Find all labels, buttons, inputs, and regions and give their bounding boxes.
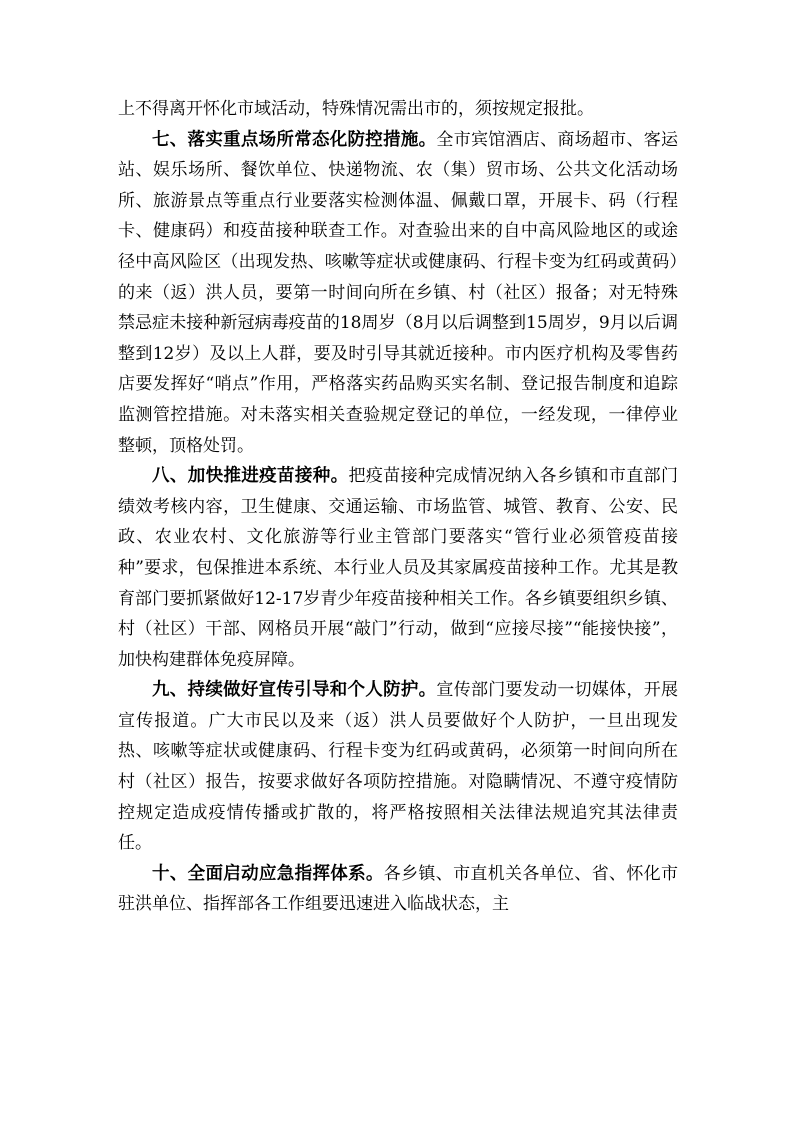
paragraph-text: 上不得离开怀化市域活动，特殊情况需出市的，须按规定报批。 xyxy=(118,99,594,119)
section-heading: 八、加快推进疫苗接种。 xyxy=(152,466,349,487)
section-ten xyxy=(118,859,678,920)
section-heading: 七、落实重点场所常态化防控措施。 xyxy=(152,129,437,150)
section-eight xyxy=(118,461,678,675)
paragraph-text: 宣传部门要发动一切媒体，开展宣传报道。广大市民以及来（返）洪人员要做好个人防护，一旦出现发热、咳嗽等症状或健康码、行程卡变为红码或黄码，必须第一时间向所在村（社区）报告，按要求做好各项防控措施。对隐瞒情况、不遵守疫情防控规定造成疫情传播或扩散的，将严格按照相关法律法规追究其法律责任。 xyxy=(118,680,679,854)
paragraph-text: 把疫苗接种完成情况纳入各乡镇和市直部门绩效考核内容，卫生健康、交通运输、市场监管、城管、教育、公安、民政、农业农村、文化旅游等行业主管部门要落实“管行业必须管疫苗接种”要求，包保推进本系统、本行业人员及其家属疫苗接种工作。尤其是教育部门要抓紧做好12-17岁青少年疫苗接种相关工作。各乡镇要组织乡镇、村（社区）干部、网格员开展“敲门”行动，做到“应接尽接”“能接快接”，加快构建群体免疫屏障。 xyxy=(118,466,679,670)
paragraph-text: 各乡镇、市直机关各单位、省、怀化市驻洪单位、指挥部各工作组要迅速进入临战状态，主 xyxy=(118,863,679,915)
paragraph-continuation xyxy=(118,94,678,125)
document-body xyxy=(118,94,678,920)
section-heading: 十、全面启动应急指挥体系。 xyxy=(152,863,384,884)
section-nine xyxy=(118,675,678,859)
section-seven xyxy=(118,125,678,462)
section-heading: 九、持续做好宣传引导和个人防护。 xyxy=(152,680,437,701)
paragraph-text: 全市宾馆酒店、商场超市、客运站、娱乐场所、餐饮单位、快递物流、农（集）贸市场、公共文化活动场所、旅游景点等重点行业要落实检测体温、佩戴口罩，开展卡、码（行程卡、健康码）和疫苗接种联查工作。对查验出来的自中高风险地区的或途径中高风险区（出现发热、咳嗽等症状或健康码、行程卡变为红码或黄码）的来（返）洪人员，要第一时间向所在乡镇、村（社区）报备；对无特殊禁忌症未接种新冠病毒疫苗的18周岁（8月以后调整到15周岁，9月以后调整到12岁）及以上人群，要及时引导其就近接种。市内医疗机构及零售药店要发挥好“哨点”作用，严格落实药品购买实名制、登记报告制度和追踪监测管控措施。对未落实相关查验规定登记的单位，一经发现，一律停业整顿，顶格处罚。 xyxy=(118,129,679,456)
